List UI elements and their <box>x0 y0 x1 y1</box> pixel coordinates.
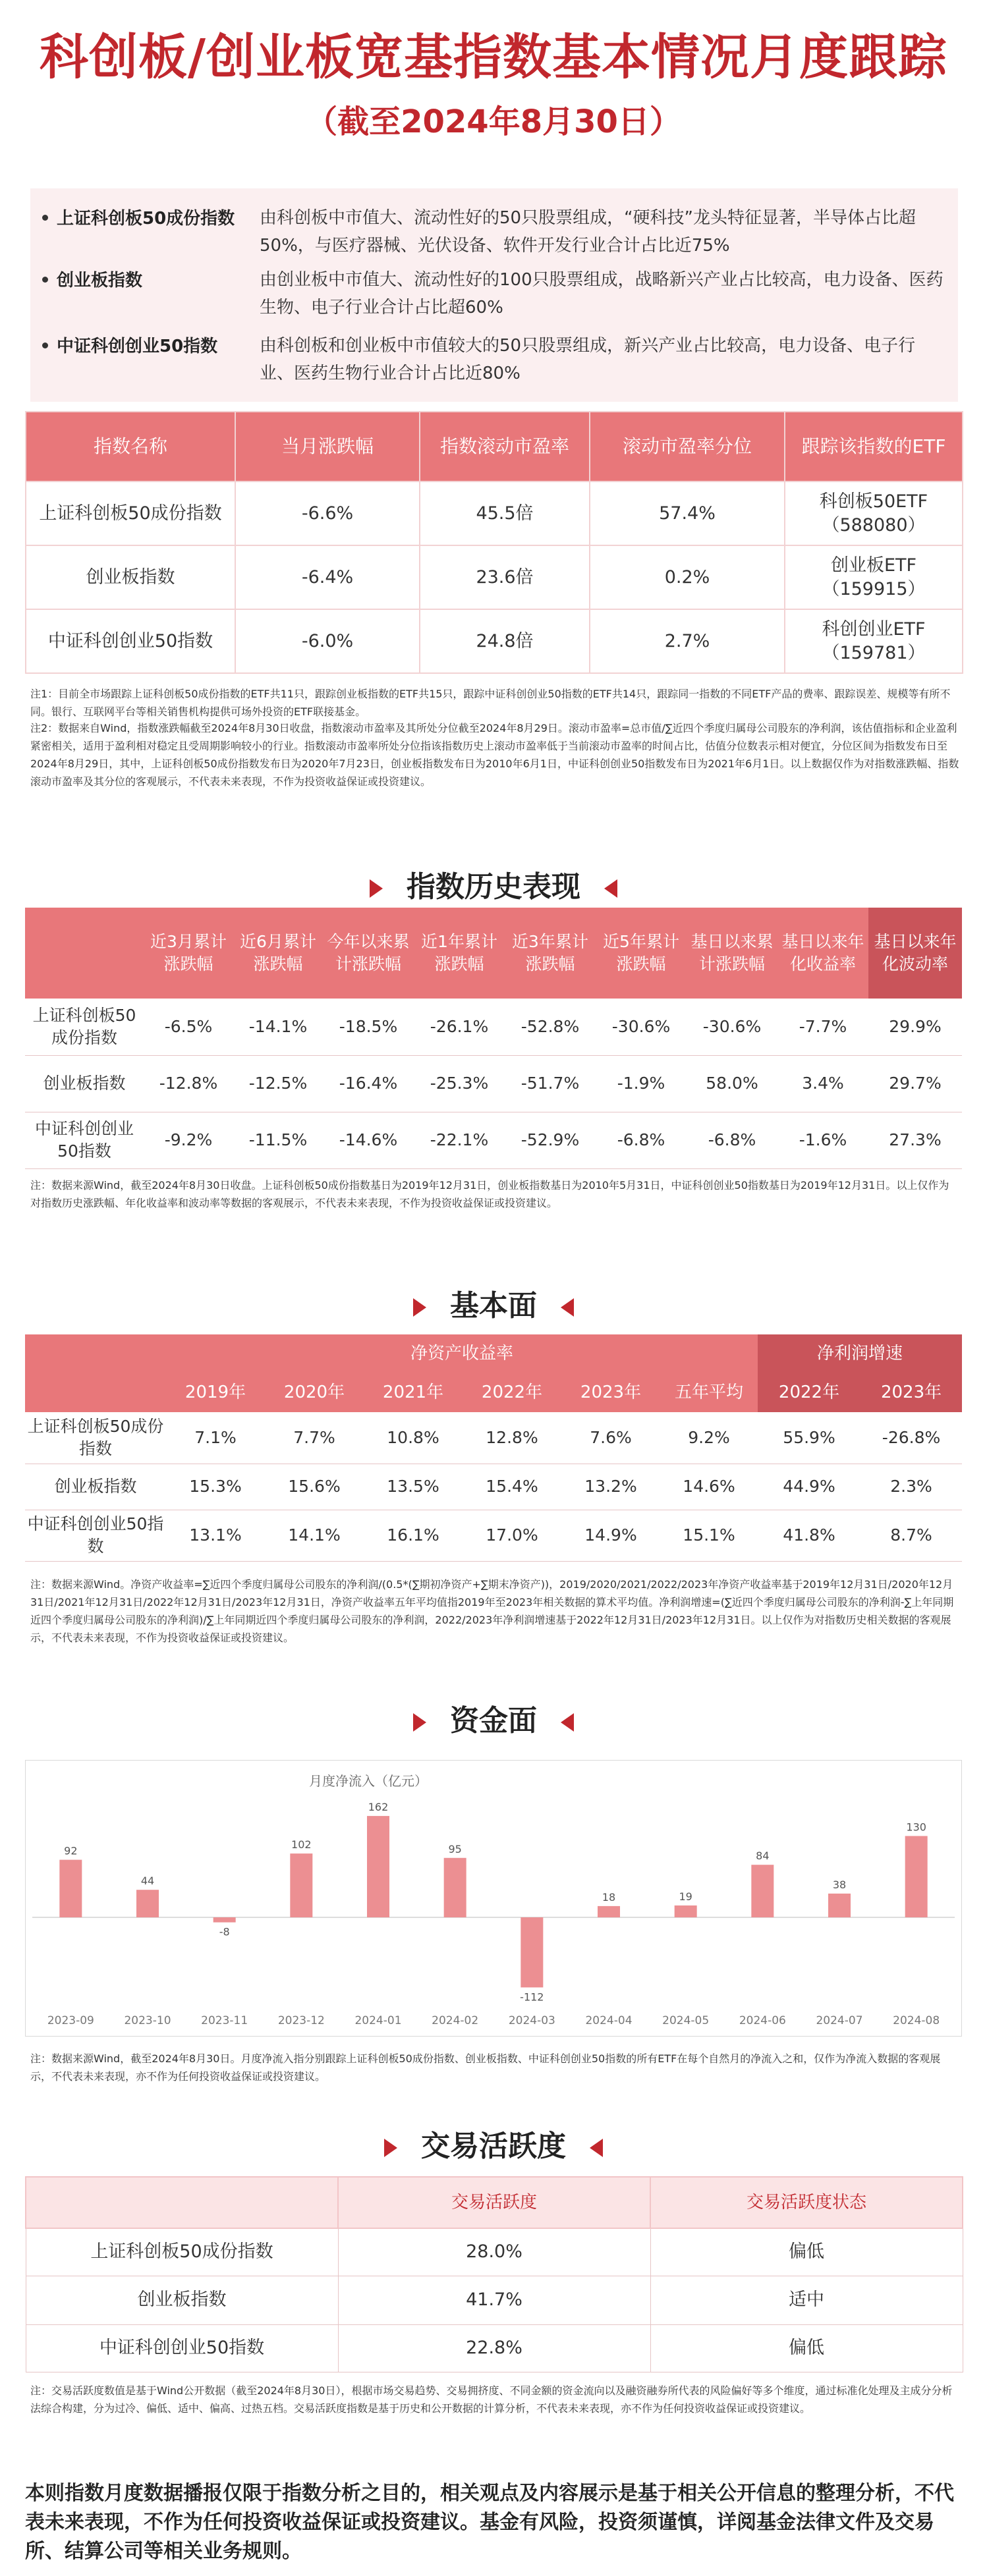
data-label: 95 <box>448 1842 462 1855</box>
etf-cell <box>785 545 963 609</box>
data-label: 92 <box>64 1844 78 1857</box>
group-header-profit-growth: 净利润增速 <box>758 1334 962 1373</box>
table-header: 2023年 <box>860 1373 962 1412</box>
triangle-left-icon <box>561 1713 574 1732</box>
cell: 7.7% <box>265 1412 364 1464</box>
cell: -25.3% <box>414 1055 505 1112</box>
cell: 41.8% <box>758 1510 860 1561</box>
etf-code: （159915） <box>822 578 926 599</box>
cell: 7.1% <box>166 1412 265 1464</box>
table-row <box>26 609 963 673</box>
table-header: 交易活跃度状态 <box>650 2177 963 2228</box>
section-title <box>0 863 987 905</box>
triangle-right-icon <box>384 2139 397 2157</box>
activity-state: 适中 <box>650 2276 963 2324</box>
footnote: 注：数据来源Wind，截至2024年8月30日收盘。上证科创板50成份指数基日为2019年12月31日，创业板指数基日为2010年5月31日，中证科创创业50指数基日为2019年12月31日。以上仅作为对指数历史涨跌幅、年化收益率和波动率等数据的客观展示，不代表未来表现，不作为投资收益保证或投资建议。 <box>30 1179 949 1209</box>
table-header: 交易活跃度 <box>338 2177 650 2228</box>
x-tick-label: 2024-08 <box>893 2014 940 2027</box>
table-row <box>26 2324 963 2372</box>
cell: -22.1% <box>414 1112 505 1168</box>
x-tick-label: 2023-11 <box>201 2014 248 2027</box>
section-title <box>0 1282 987 1324</box>
table-row <box>26 2276 963 2324</box>
cell: 12.8% <box>463 1412 561 1464</box>
activity-state: 偏低 <box>650 2324 963 2372</box>
cell: -12.8% <box>144 1055 233 1112</box>
fund-flow-chart <box>25 1760 962 2037</box>
index-name: 中证科创创业50指数 <box>25 1510 166 1561</box>
group-header-roe: 净资产收益率 <box>166 1334 758 1373</box>
x-tick-label: 2024-03 <box>508 2014 555 2027</box>
pe-percentile: 0.2% <box>590 545 785 609</box>
etf-cell <box>785 609 963 673</box>
chart-title: 月度净流入（亿元） <box>309 1773 428 1789</box>
etf-name: 科创创业ETF <box>822 618 926 640</box>
cell: -14.1% <box>233 999 323 1055</box>
cell: -52.9% <box>505 1112 596 1168</box>
table-row <box>26 481 963 545</box>
x-tick-label: 2023-12 <box>277 2014 325 2027</box>
intro-index-desc: 由科创板中市值大、流动性好的50只股票组成，“硬科技”龙头特征显著，半导体占比超50%，与医疗器械、光伏设备、软件开发行业合计占比近75% <box>260 208 916 256</box>
bar-2024-05 <box>675 1905 697 1917</box>
table-header: 近5年累计涨跌幅 <box>596 908 687 999</box>
data-label: 130 <box>906 1821 926 1834</box>
footnote: 注：数据来源Wind。净资产收益率=∑近四个季度归属母公司股东的净利润/(0.5*(∑期初净资产+∑期末净资产))，2019/2020/2021/2022/2023年净资产收益率基于2019年12月31日/2020年12月31日/2021年12月31日/2022年12月31日/2023年12月31日，净资产收益率五年平均值指2019年至2023年相关数据的算术平均值。净利润增速=(∑近四个季度归属母公司股东的净利润-∑上年同期近四个季度归属母公司股东的净利润)/∑上年同期近四个季度归属母公司股东的净利润，2022/2023年净利润增速基于2022年12月31日/2023年12月31日。以上仅作为对指数历史相关数据的客观展示，不代表未来表现，不作为投资收益保证或投资建议。 <box>30 1578 954 1644</box>
table-header: 近6月累计涨跌幅 <box>233 908 323 999</box>
history-table <box>25 908 962 1169</box>
cell: 13.2% <box>561 1464 660 1510</box>
footnote: 注：交易活跃度数值是基于Wind公开数据（截至2024年8月30日），根据市场交易趋势、交易拥挤度、不同金额的资金流向以及融资融券所代表的风险偏好等多个维度，通过标准化处理及主成分分析法综合构建，分为过冷、偏低、适中、偏高、过热五档。交易活跃度指数是基于历史和公开数据的计算分析，不代表未来表现，亦不作为任何投资收益保证或投资建议。 <box>30 2384 953 2415</box>
activity-value: 22.8% <box>338 2324 650 2372</box>
cell: 55.9% <box>758 1412 860 1464</box>
activity-state: 偏低 <box>650 2228 963 2276</box>
bar-2024-02 <box>444 1858 466 1917</box>
triangle-left-icon <box>561 1298 574 1317</box>
triangle-right-icon <box>413 1713 426 1732</box>
table-header: 2019年 <box>166 1373 265 1412</box>
x-tick-label: 2024-01 <box>354 2014 402 2027</box>
etf-name: 科创板50ETF <box>819 491 928 512</box>
table-header: 2020年 <box>265 1373 364 1412</box>
cell: 27.3% <box>868 1112 962 1168</box>
data-label: 18 <box>602 1890 616 1904</box>
table-header: 基日以来年化收益率 <box>777 908 868 999</box>
cell: -51.7% <box>505 1055 596 1112</box>
cell: 14.1% <box>265 1510 364 1561</box>
data-label: 84 <box>756 1850 770 1863</box>
cell: -18.5% <box>323 999 414 1055</box>
cell: 2.3% <box>860 1464 962 1510</box>
cell: 17.0% <box>463 1510 561 1561</box>
table-header: 近3月累计涨跌幅 <box>144 908 233 999</box>
table-header: 滚动市盈率分位 <box>590 412 785 481</box>
cell: 29.7% <box>868 1055 962 1112</box>
x-tick-label: 2024-02 <box>432 2014 479 2027</box>
x-tick-label: 2024-05 <box>662 2014 710 2027</box>
cell: -6.8% <box>596 1112 687 1168</box>
table-row <box>26 545 963 609</box>
bar-2023-11 <box>213 1917 236 1923</box>
table-row <box>26 2228 963 2276</box>
cell: 13.5% <box>364 1464 463 1510</box>
cell: -9.2% <box>144 1112 233 1168</box>
cell: 9.2% <box>660 1412 758 1464</box>
data-label: 38 <box>832 1878 847 1891</box>
etf-code: （159781） <box>822 642 926 663</box>
monthly-change: -6.6% <box>235 481 420 545</box>
cell: 8.7% <box>860 1510 962 1561</box>
monthly-change: -6.4% <box>235 545 420 609</box>
cell: -1.9% <box>596 1055 687 1112</box>
cell: -6.8% <box>687 1112 777 1168</box>
triangle-right-icon <box>370 879 383 898</box>
intro-index-desc: 由科创板和创业板中市值较大的50只股票组成，新兴产业占比较高，电力设备、电子行业、医药生物行业合计占比近80% <box>260 336 916 383</box>
table-row <box>25 999 962 1055</box>
disclaimer: 本则指数月度数据播报仅限于指数分析之目的，相关观点及内容展示是基于相关公开信息的整理分析，不代表未来表现，不作为任何投资收益保证或投资建议。基金有风险，投资须谨慎，详阅基金法律文件及交易所、结算公司等相关业务规则。 <box>25 2482 954 2563</box>
activity-table <box>25 2176 963 2372</box>
activity-value: 28.0% <box>338 2228 650 2276</box>
fundamental-table <box>25 1334 962 1562</box>
table-header: 2021年 <box>364 1373 463 1412</box>
cell: -52.8% <box>505 999 596 1055</box>
bar-2024-06 <box>751 1865 774 1917</box>
table-header: 2023年 <box>561 1373 660 1412</box>
cell: -7.7% <box>777 999 868 1055</box>
section-title-text: 指数历史表现 <box>407 870 580 904</box>
table-row <box>25 1412 962 1464</box>
bullet-icon <box>42 215 48 221</box>
data-label: -112 <box>520 1990 544 2004</box>
cell: 15.4% <box>463 1464 561 1510</box>
data-label: 102 <box>291 1838 312 1851</box>
bar-2024-07 <box>828 1894 851 1917</box>
index-name: 上证科创板50成份指数 <box>25 999 144 1055</box>
index-name: 创业板指数 <box>26 545 235 609</box>
cell: -12.5% <box>233 1055 323 1112</box>
table-row <box>25 1055 962 1112</box>
table-header: 基日以来年化波动率 <box>868 908 962 999</box>
intro-index-name: 中证科创创业50指数 <box>57 337 218 356</box>
intro-index-desc: 由创业板中市值大、流动性好的100只股票组成，战略新兴产业占比较高，电力设备、医药生物、电子行业合计占比超60% <box>260 270 944 317</box>
cell: 15.6% <box>265 1464 364 1510</box>
footnote: 注1：目前全市场跟踪上证科创板50成份指数的ETF共11只，跟踪创业板指数的ETF共15只，跟踪中证科创创业50指数的ETF共14只，跟踪同一指数的不同ETF产品的费率、跟踪误差、规模等有所不同。银行、互联网平台等相关销售机构提供可场外投资的ETF联接基金。 <box>30 688 951 718</box>
cell: -30.6% <box>596 999 687 1055</box>
table-header: 指数名称 <box>26 412 235 481</box>
cell: -26.1% <box>414 999 505 1055</box>
monthly-change: -6.0% <box>235 609 420 673</box>
bar-2024-01 <box>367 1816 389 1917</box>
x-tick-label: 2023-09 <box>47 2014 94 2027</box>
pe-ratio: 23.6倍 <box>420 545 590 609</box>
bar-2024-04 <box>598 1906 620 1917</box>
fund-flow-chart-svg <box>26 1761 961 2036</box>
table-header: 2022年 <box>463 1373 561 1412</box>
cell: 7.6% <box>561 1412 660 1464</box>
section-title-text: 资金面 <box>450 1704 537 1738</box>
footnote: 注：数据来源Wind，截至2024年8月30日。月度净流入指分别跟踪上证科创板50成份指数、创业板指数、中证科创创业50指数的所有ETF在每个自然月的净流入之和，仅作为净流入数据的客观展示，不代表未来表现，亦不作为任何投资收益保证或投资建议。 <box>30 2052 941 2083</box>
table-header: 跟踪该指数的ETF <box>785 412 963 481</box>
data-label: 44 <box>140 1875 155 1888</box>
table-header: 近1年累计涨跌幅 <box>414 908 505 999</box>
cell: 16.1% <box>364 1510 463 1561</box>
data-label: 162 <box>368 1801 389 1814</box>
data-label: 19 <box>679 1890 692 1903</box>
cell: -6.5% <box>144 999 233 1055</box>
x-tick-label: 2024-04 <box>585 2014 633 2027</box>
table-header-corner <box>25 1373 166 1412</box>
page-title: 科创板/创业板宽基指数基本情况月度跟踪 <box>39 29 948 86</box>
bullet-icon <box>42 343 48 348</box>
cell: -14.6% <box>323 1112 414 1168</box>
section-title-text: 交易活跃度 <box>421 2129 566 2163</box>
pe-ratio: 24.8倍 <box>420 609 590 673</box>
table-row <box>25 1510 962 1561</box>
cell: -30.6% <box>687 999 777 1055</box>
index-name: 中证科创创业50指数 <box>25 1112 144 1168</box>
table-header: 当月涨跌幅 <box>235 412 420 481</box>
cell: -11.5% <box>233 1112 323 1168</box>
cell: 29.9% <box>868 999 962 1055</box>
table-header: 近3年累计涨跌幅 <box>505 908 596 999</box>
etf-code: （588080） <box>822 514 926 535</box>
table-header: 2022年 <box>758 1373 860 1412</box>
pe-ratio: 45.5倍 <box>420 481 590 545</box>
page-subtitle: （截至2024年8月30日） <box>306 103 681 140</box>
index-name: 上证科创板50成份指数 <box>25 1412 166 1464</box>
bullet-icon <box>42 277 48 283</box>
x-tick-label: 2024-07 <box>816 2014 863 2027</box>
bar-2024-08 <box>905 1836 928 1918</box>
index-name: 创业板指数 <box>25 1055 144 1112</box>
cell: 3.4% <box>777 1055 868 1112</box>
section-title <box>0 1697 987 1739</box>
cell: 44.9% <box>758 1464 860 1510</box>
index-name: 上证科创板50成份指数 <box>26 481 235 545</box>
overview-table <box>25 411 963 674</box>
x-tick-label: 2023-10 <box>124 2014 171 2027</box>
cell: 14.9% <box>561 1510 660 1561</box>
pe-percentile: 57.4% <box>590 481 785 545</box>
intro-index-name: 创业板指数 <box>57 271 143 290</box>
data-label: -8 <box>219 1925 230 1938</box>
cell: 15.1% <box>660 1510 758 1561</box>
etf-name: 创业板ETF <box>830 555 917 576</box>
section-title-text: 基本面 <box>450 1289 537 1323</box>
cell: 10.8% <box>364 1412 463 1464</box>
intro-index-name: 上证科创板50成份指数 <box>57 209 235 229</box>
footnote: 注2：数据来自Wind，指数涨跌幅截至2024年8月30日收盘，指数滚动市盈率及其所处分位截至2024年8月29日。滚动市盈率=总市值/∑近四个季度归属母公司股东的净利润，该估值指标和企业盈利紧密相关，适用于盈利相对稳定且受周期影响较小的行业。指数滚动市盈率所处分位指该指数历史上滚动市盈率低于当前滚动市盈率的时间占比，估值分位数表示相对便宜，分位区间为指数发布日至2024年8月29日，其中，上证科创板50成份指数发布日为2020年7月23日，创业板指数发布日为2010年6月1日，中证科创创业50指数发布日为2021年6月1日。以上数据仅作为对指数涨跌幅、指数滚动市盈率及其分位的客观展示，不代表未来表现，不作为投资收益保证或投资建议。 <box>30 722 959 788</box>
table-header: 今年以来累计涨跌幅 <box>323 908 414 999</box>
triangle-right-icon <box>413 1298 426 1317</box>
cell: 14.6% <box>660 1464 758 1510</box>
table-header: 基日以来累计涨跌幅 <box>687 908 777 999</box>
cell: -26.8% <box>860 1412 962 1464</box>
cell: 58.0% <box>687 1055 777 1112</box>
table-row <box>25 1464 962 1510</box>
index-name: 中证科创创业50指数 <box>26 609 235 673</box>
table-header: 五年平均 <box>660 1373 758 1412</box>
triangle-left-icon <box>590 2139 603 2157</box>
section-title <box>0 2122 987 2164</box>
cell: 15.3% <box>166 1464 265 1510</box>
etf-cell <box>785 481 963 545</box>
x-tick-label: 2024-06 <box>739 2014 786 2027</box>
table-header-corner <box>26 2177 338 2228</box>
index-name: 创业板指数 <box>26 2276 338 2324</box>
cell: -1.6% <box>777 1112 868 1168</box>
pe-percentile: 2.7% <box>590 609 785 673</box>
triangle-left-icon <box>604 879 617 898</box>
index-name: 创业板指数 <box>25 1464 166 1510</box>
cell: 13.1% <box>166 1510 265 1561</box>
index-name: 上证科创板50成份指数 <box>26 2228 338 2276</box>
bar-2024-03 <box>521 1917 543 1987</box>
bar-2023-10 <box>136 1890 159 1917</box>
activity-value: 41.7% <box>338 2276 650 2324</box>
index-intro-panel <box>30 188 958 402</box>
table-row <box>25 1112 962 1168</box>
cell: -16.4% <box>323 1055 414 1112</box>
index-name: 中证科创创业50指数 <box>26 2324 338 2372</box>
bar-2023-12 <box>290 1853 312 1917</box>
table-header-corner <box>25 908 144 999</box>
bar-2023-09 <box>59 1860 82 1917</box>
table-header-corner <box>25 1334 166 1373</box>
table-header: 指数滚动市盈率 <box>420 412 590 481</box>
